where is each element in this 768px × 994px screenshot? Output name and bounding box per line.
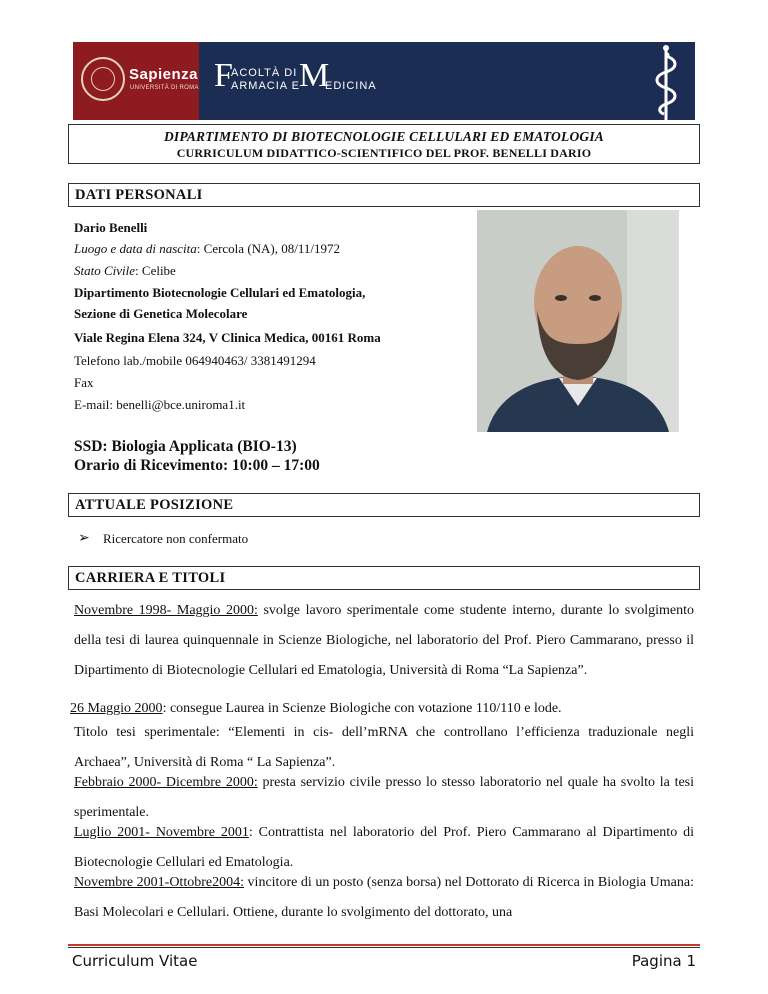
faculty-initial-m: M — [299, 57, 330, 94]
career-date-5: Luglio 2001- Novembre 2001 — [74, 825, 249, 840]
university-name: Sapienza — [129, 66, 199, 83]
title-box — [68, 124, 700, 164]
department-line-1: Dipartimento Biotecnologie Cellulari ed Ematologia, — [74, 285, 366, 300]
university-logo-area — [73, 42, 199, 120]
faculty-text-1: ACOLTÀ DI — [231, 67, 298, 79]
section-heading-career: CARRIERA E TITOLI — [68, 566, 700, 590]
career-paragraph-6 — [74, 868, 694, 928]
career-date-6: Novembre 2001-Ottobre2004: — [74, 875, 244, 890]
university-seal-icon — [81, 57, 125, 101]
phone-line: Telefono lab./mobile 064940463/ 3381491294 — [74, 353, 316, 368]
birth-line — [74, 241, 340, 257]
footer-doc-title: Curriculum Vitae — [72, 952, 198, 970]
faculty-text-3: EDICINA — [325, 80, 377, 92]
person-name: Dario Benelli — [74, 220, 148, 235]
department-title: DIPARTIMENTO DI BIOTECNOLOGIE CELLULARI ED EMATOLOGIA — [163, 129, 605, 144]
career-text-3: Titolo tesi sperimentale: “Elementi in cis- dell’mRNA che controllano l’efficienza traduzionale negli Archaea”, Università di Roma “ La Sapienza”. — [74, 725, 694, 770]
caduceus-icon — [646, 42, 686, 122]
email-line: E-mail: benelli@bce.uniroma1.it — [74, 397, 246, 412]
birth-label: Luogo e data di nascita — [74, 241, 197, 256]
career-date-1: Novembre 1998- Maggio 2000: — [74, 603, 258, 618]
university-subtitle: UNIVERSITÀ DI ROMA — [130, 85, 199, 91]
career-text-2: : consegue Laurea in Scienze Biologiche con votazione 110/110 e lode. — [162, 701, 562, 716]
current-position: Ricercatore non confermato — [103, 531, 249, 546]
birth-value: : Cercola (NA), 08/11/1972 — [196, 241, 340, 256]
footer-rule-thin — [68, 947, 700, 948]
profile-photo — [477, 210, 679, 432]
career-date-4: Febbraio 2000- Dicembre 2000: — [74, 775, 258, 790]
footer-page-number: Pagina 1 — [631, 952, 696, 970]
civil-value: : Celibe — [135, 263, 176, 278]
section-heading-personal: DATI PERSONALI — [68, 183, 700, 207]
career-date-2: 26 Maggio 2000 — [70, 701, 163, 716]
reception-hours-line: Orario di Ricevimento: 10:00 – 17:00 — [74, 457, 320, 474]
faculty-initial-f: F — [214, 57, 233, 94]
arrow-bullet-icon: ➢ — [78, 531, 90, 546]
section-heading-position: ATTUALE POSIZIONE — [68, 493, 700, 517]
fax-line: Fax — [74, 375, 94, 390]
career-text-5: : Contrattista nel laboratorio del Prof. Piero Cammarano al Dipartimento di Biotecnologie Cellulari ed Ematologia. — [74, 825, 694, 870]
career-text-6: vincitore di un posto (senza borsa) nel Dottorato di Ricerca in Biologia Umana: Basi Molecolari e Cellulari. Ottiene, durante lo svolgimento del dottorato, una — [74, 875, 694, 920]
cv-subtitle: CURRICULUM DIDATTICO-SCIENTIFICO DEL PROF. BENELLI DARIO — [176, 146, 592, 160]
department-line-2: Sezione di Genetica Molecolare — [74, 306, 248, 321]
header-banner — [73, 42, 695, 120]
civil-status-line — [74, 263, 176, 279]
career-text-1: svolge lavoro sperimentale come studente interno, durante lo svolgimento della tesi di laurea quinquennale in Scienze Biologiche, nel laboratorio del Prof. Piero Cammarano, presso il Dipartimento di Biotecnologie Cellulari ed Ematologia, Università di Roma “La Sapienza”. — [74, 603, 695, 678]
faculty-text-2: ARMACIA E — [231, 80, 300, 92]
address-line: Viale Regina Elena 324, V Clinica Medica, 00161 Roma — [74, 330, 381, 345]
footer-rule — [68, 944, 700, 946]
career-paragraph-1 — [74, 596, 694, 688]
career-text-4: presta servizio civile presso lo stesso laboratorio nel quale ha svolto la tesi sperimentale. — [74, 775, 695, 820]
civil-label: Stato Civile — [74, 263, 136, 278]
ssd-line: SSD: Biologia Applicata (BIO-13) — [74, 438, 297, 455]
